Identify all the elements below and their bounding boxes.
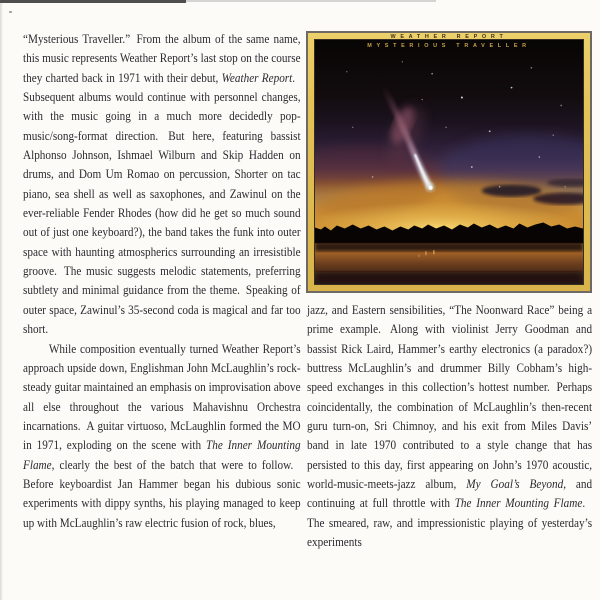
album-art-scene (315, 40, 583, 284)
scan-artifact-top-line-faint (186, 0, 436, 2)
right-text-inner (307, 300, 592, 551)
scan-artifact-speck (9, 11, 12, 13)
album-artwork (314, 39, 584, 285)
liner-notes-paragraph-1: “Mysterious Traveller.” From the album of the same name, this music represents Weather Report’s last stop on the course they charted back in 1971 with their debut, Weather Report. Subsequent albums would continue with personnel changes, with the music going in a much more decidedly pop-music/song-format direction. But here, featuring bassist Alphonso Johnson, Ishmael Wilburn and Skip Hadden on drums, and Dom Um Romao on percussion, Shorter on tac piano, sea shell as well as saxophones, and Zawinul on the ever-reliable Fender Rhodes (how did he get so much sound out of just one keyboard?), the band takes the funk into outer space with haunting atmospherics surrounding an irresistible groove. The music suggests melodic statements, preferring subtlety and minimal guidance from the theme. Speaking of outer space, Zawinul’s 35-second coda is magical and far too short. (23, 31, 301, 337)
scan-artifact-left-edge (0, 0, 3, 600)
scan-artifact-top-line (0, 0, 186, 3)
album-title: MYSTERIOUS TRAVELLER (367, 43, 531, 49)
left-text-column (23, 29, 301, 532)
liner-notes-paragraph-2: While composition eventually turned Weather Report’s approach upside down, Englishman John McLaughlin’s rock-steady guitar maintained an emphasis on improvisation above all else throughout the various Mahavishnu Orchestra incarnations. A guitar virtuoso, McLaughlin formed the MO in 1971, exploding on the scene with The Inner Mounting Flame, clearly the best of the batch that were to follow. Before keyboardist Jan Hammer began his dubious sonic experiments with dippy synths, his playing managed to keep up with McLaughlin’s raw electric fusion of rock, blues, (23, 340, 301, 530)
album-artist-name: WEATHER REPORT (390, 34, 508, 40)
album-cover (306, 31, 592, 293)
left-text-inner (23, 29, 301, 532)
right-text-column (307, 300, 593, 551)
liner-notes-paragraph-3: jazz, and Eastern sensibilities, “The Noonward Race” being a prime example. Along with violinist Jerry Goodman and bassist Rick Laird, Hammer’s earthy electronics (a paradox?) buttress McLaughlin’s and drummer Billy Cobham’s high-speed exchanges in this collection’s hottest number. Perhaps coincidentally, the combination of McLaughlin’s then-recent guru turn-on, Sri Chimnoy, and his exit from Miles Davis’ band in late 1970 contributed to a style change that has persisted to this day, first appearing on John’s 1970 acoustic, world-music-meets-jazz album, My Goal’s Beyond, and continuing at full throttle with The Inner Mounting Flame. The smeared, raw, and impressionistic playing of yesterday’s experiments (307, 302, 593, 550)
